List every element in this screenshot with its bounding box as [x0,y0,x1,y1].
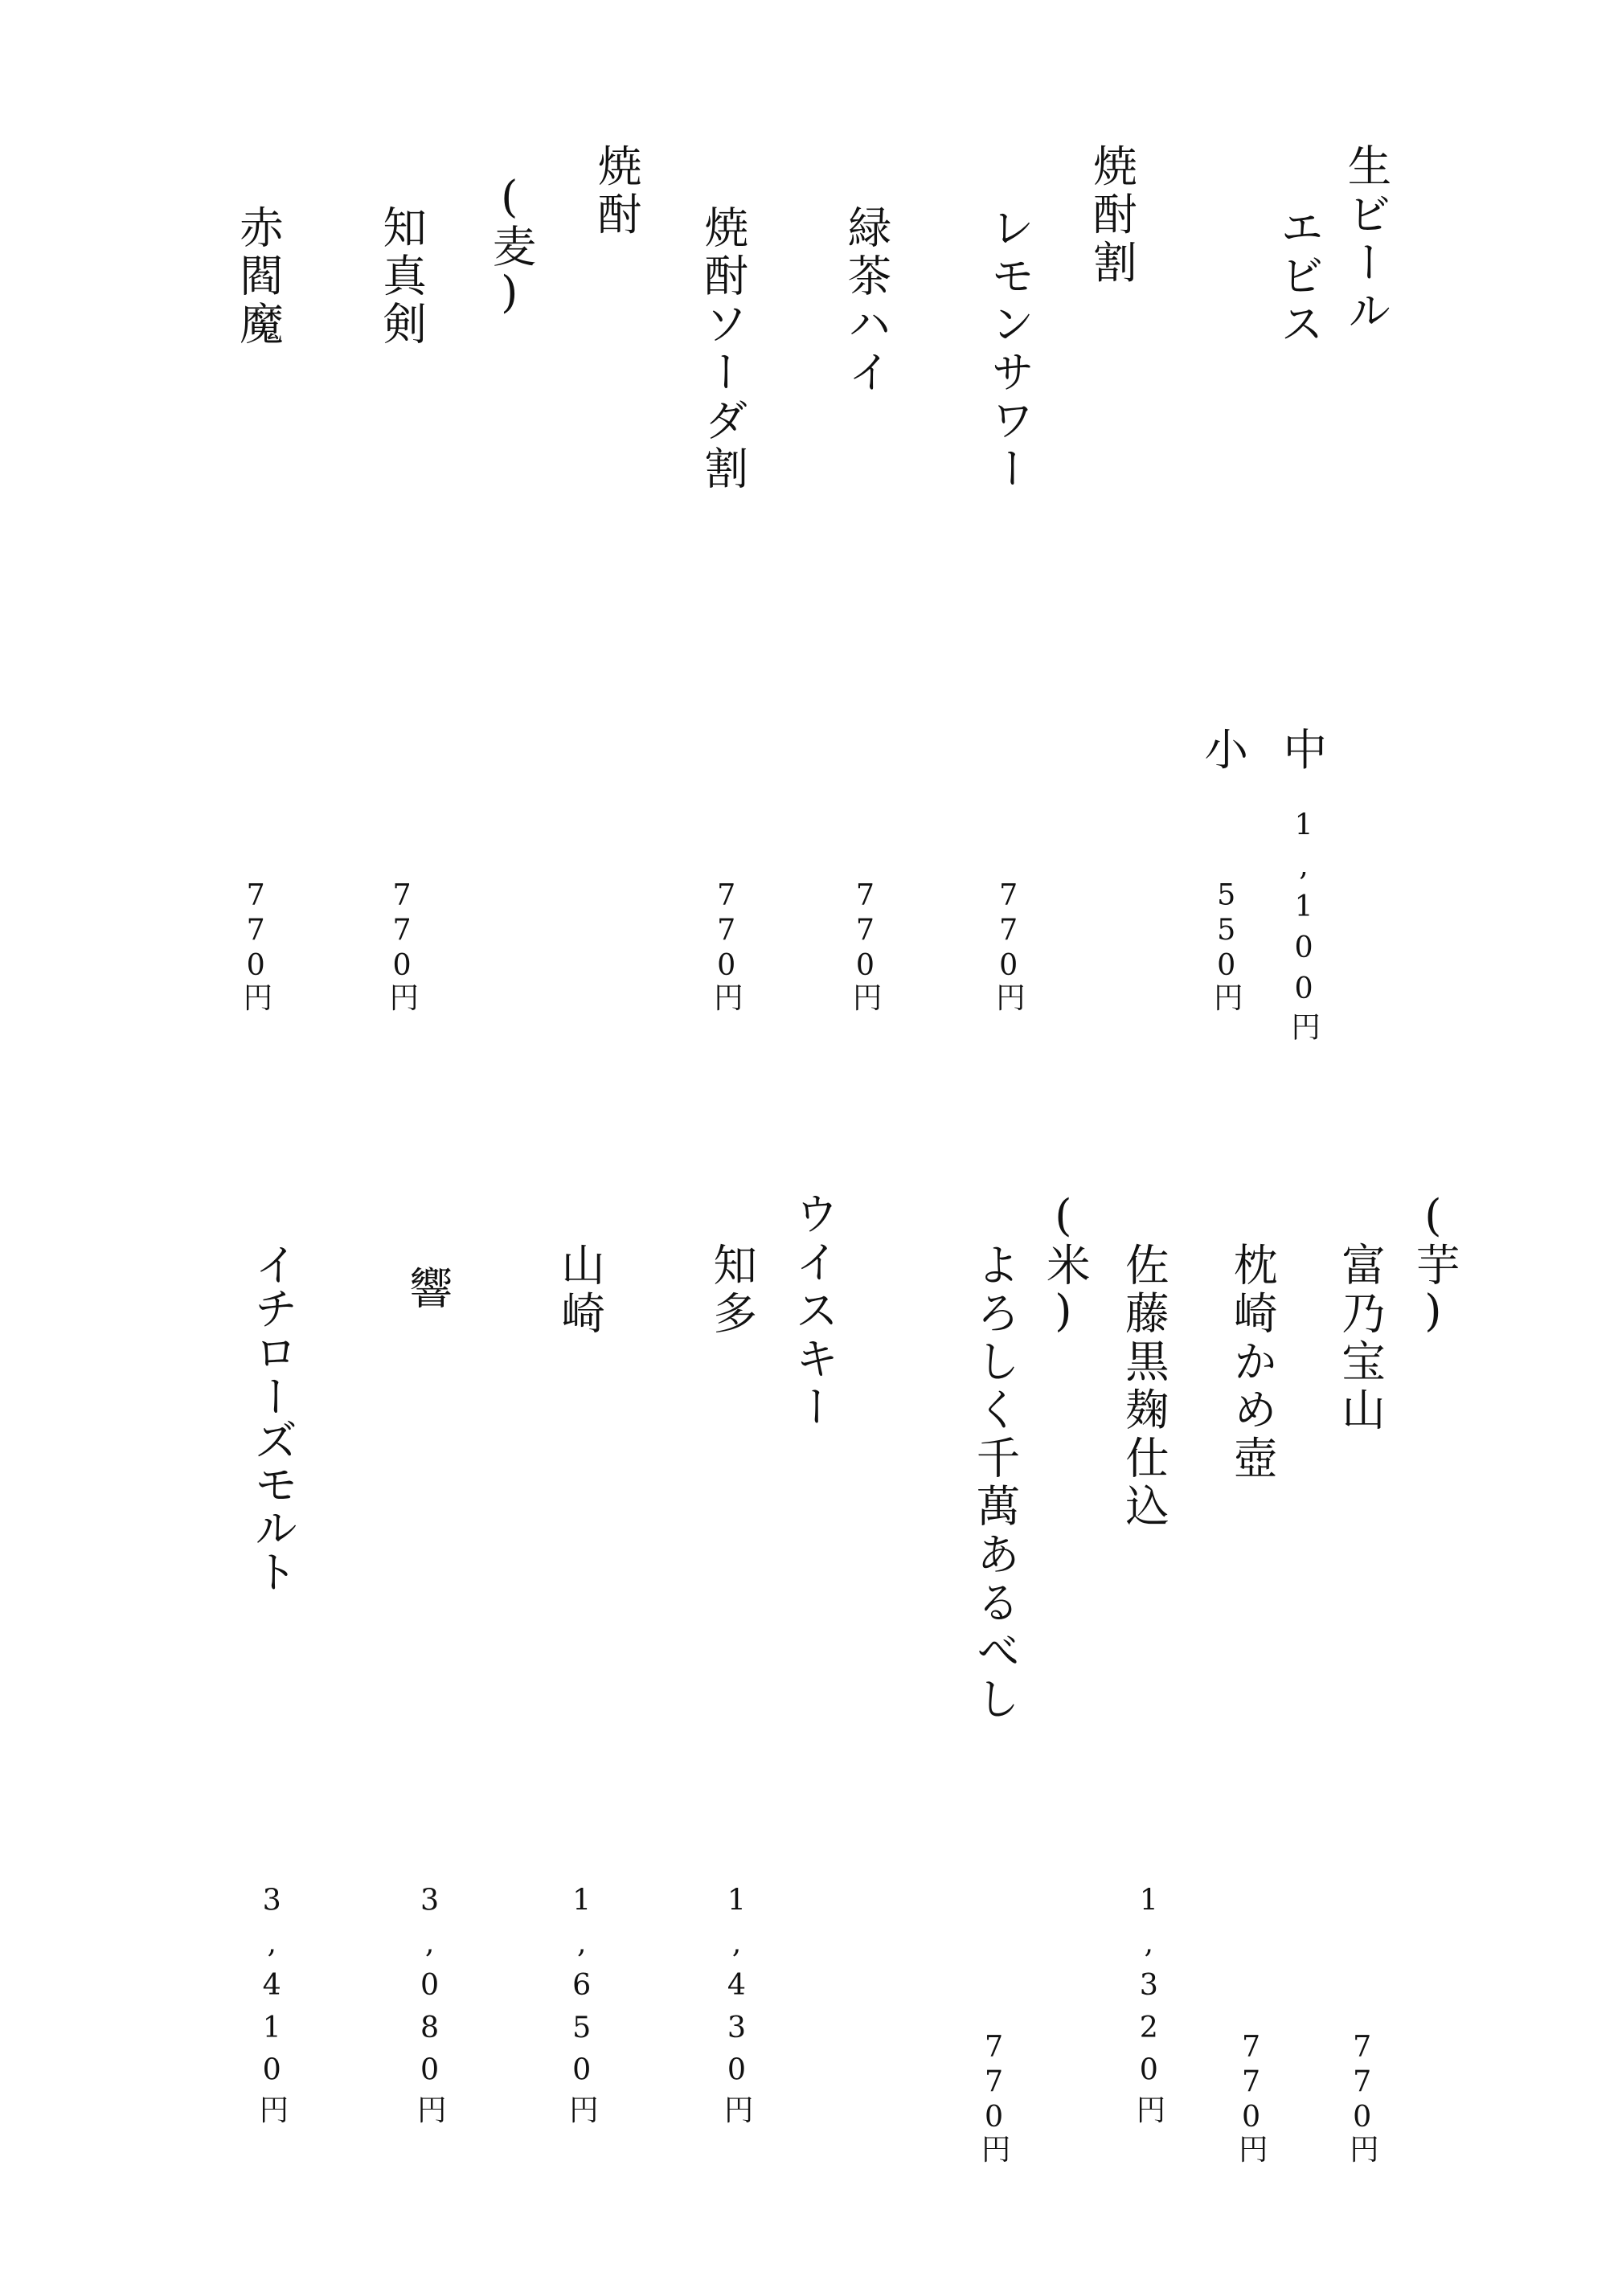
beer-size-medium: 中 [1274,726,1326,775]
shochu-wari-item-green-tea-hi: 緑茶ハイ [838,204,891,398]
shochu-wari-item-lemon-sour: レモンサワー [981,204,1034,494]
chita-price: 1,430円 [719,1882,755,2131]
yoroshiku-price: 770円 [976,2028,1012,2163]
shochu-wari-heading: 焼酎割 [1084,143,1136,289]
kome-item-yoroshiku: よろしく千萬あるべし [967,1242,1019,1725]
beer-medium-price: 1,100円 [1286,806,1321,1046]
imo-item-sato-kurokoji: 佐藤黒麹仕込 [1116,1242,1168,1532]
green-tea-hi-price: 770円 [847,877,883,1012]
imo-item-makurazaki: 枕崎かめ壺 [1224,1242,1276,1484]
whisky-heading: ウイスキー [786,1190,838,1433]
hibiki-price: 3,080円 [412,1882,448,2131]
beer-small-price: 550円 [1208,877,1244,1012]
imo-category: (芋) [1407,1190,1459,1337]
makurazaki-price: 770円 [1233,2028,1269,2163]
whisky-item-yamazaki: 山崎 [552,1242,604,1339]
ichiros-malt-price: 3,410円 [254,1882,290,2131]
shochu-heading: 焼酎 [588,143,641,240]
lemon-sour-price: 770円 [990,877,1026,1012]
shochu-soda-price: 770円 [708,877,744,1012]
tominohouzan-price: 770円 [1344,2028,1380,2163]
whisky-item-hibiki: 響 [400,1265,452,1314]
beer-size-small: 小 [1195,726,1247,775]
yamazaki-price: 1,650円 [563,1882,600,2131]
shochu-item-akaenma: 赤閻魔 [231,204,282,350]
chishinken-price: 770円 [384,877,420,1012]
sato-kurokoji-price: 1,320円 [1131,1882,1167,2131]
beer-heading: 生ビール [1338,143,1391,337]
imo-item-tominohouzan: 富乃宝山 [1333,1242,1385,1435]
whisky-item-ichiros-malt: イチローズモルト [245,1242,297,1594]
shochu-category-mugi: (麦) [483,172,535,319]
shochu-item-chishinken: 知真剣 [374,204,426,350]
beer-item-ebisu: エビス [1272,204,1323,350]
shochu-wari-item-soda: 焼酎ソーダ割 [695,204,748,494]
whisky-item-chita: 知多 [704,1242,756,1339]
kome-category: (米) [1038,1190,1089,1337]
akaenma-price: 770円 [238,877,274,1012]
